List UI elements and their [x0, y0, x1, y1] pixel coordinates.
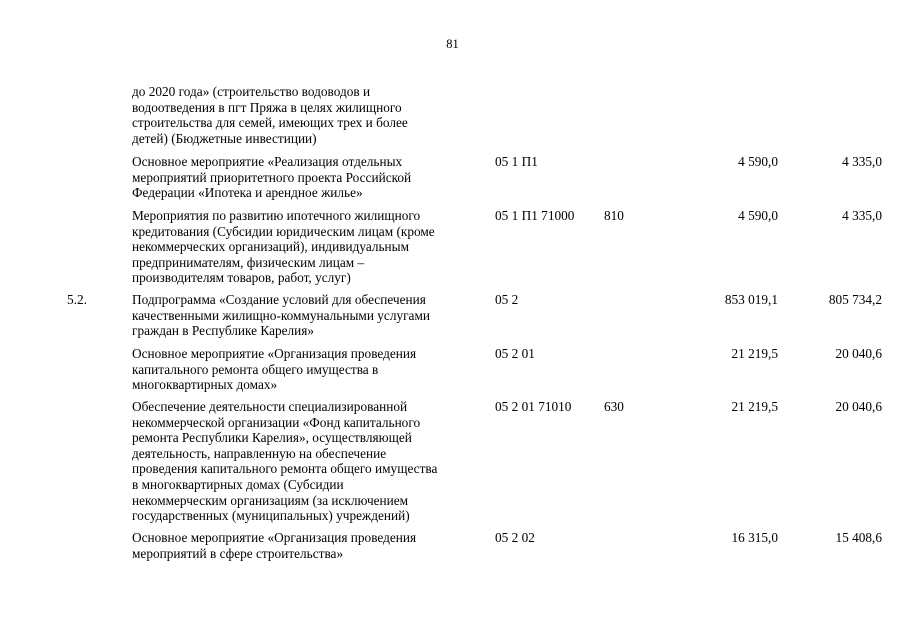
description-line: в многоквартирных домах (Субсидии — [132, 476, 344, 492]
amount-year-2: 15 408,6 — [835, 530, 882, 545]
amount-year-2: 4 335,0 — [842, 154, 882, 169]
amount-year-2: 4 335,0 — [842, 208, 882, 223]
description-line: строительства для семей, имеющих трех и более — [132, 115, 408, 131]
description-line: до 2020 года» (строительство водоводов и — [132, 84, 371, 99]
description-line: Федерации «Ипотека и арендное жилье» — [132, 185, 363, 201]
expense-type: 810 — [604, 208, 624, 223]
description-line: некоммерческих организаций), индивидуальным — [132, 239, 410, 255]
description-line: Подпрограмма «Создание условий для обеспечения — [132, 292, 426, 307]
description-line: водоотведения в пгт Пряжа в целях жилищного — [132, 99, 402, 115]
amount-year-2: 20 040,6 — [835, 399, 882, 414]
row-description — [132, 84, 484, 146]
description-line: качественными жилищно-коммунальными услугами — [132, 307, 430, 323]
expense-type: 630 — [604, 399, 624, 414]
description-line: производителям товаров, работ, услуг) — [132, 270, 351, 286]
budget-code: 05 2 — [495, 292, 519, 307]
description-line: государственных (муниципальных) учреждений) — [132, 508, 410, 524]
budget-code: 05 1 П1 71000 — [495, 208, 575, 223]
budget-code: 05 1 П1 — [495, 154, 538, 169]
description-line: детей) (Бюджетные инвестиции) — [132, 130, 317, 146]
row-description — [132, 530, 484, 561]
description-line: мероприятий в сфере строительства» — [132, 545, 344, 561]
description-line: кредитования (Субсидии юридическим лицам (кроме — [132, 223, 435, 239]
row-description — [132, 154, 484, 201]
amount-year-2: 20 040,6 — [835, 346, 882, 361]
amount-year-1: 4 590,0 — [738, 154, 778, 169]
budget-code: 05 2 01 — [495, 346, 535, 361]
description-line: некоммерческой организации «Фонд капитального — [132, 414, 421, 430]
amount-year-1: 21 219,5 — [731, 346, 778, 361]
amount-year-1: 853 019,1 — [724, 292, 778, 307]
description-line: проведения капитального ремонта общего имущества — [132, 461, 438, 477]
description-line: Основное мероприятие «Реализация отдельных — [132, 154, 403, 169]
row-number: 5.2. — [67, 292, 87, 307]
row-description — [132, 208, 484, 286]
description-line: многоквартирных домах» — [132, 377, 278, 393]
row-description — [132, 346, 484, 393]
amount-year-2: 805 734,2 — [828, 292, 882, 307]
description-line: некоммерческим организациям (за исключением — [132, 492, 409, 508]
description-line: ремонта Республики Карелия», осуществляющей — [132, 430, 412, 446]
row-description — [132, 399, 484, 524]
budget-code: 05 2 02 — [495, 530, 535, 545]
description-line: деятельность, направленную на обеспечение — [132, 445, 387, 461]
page-number: 81 — [446, 37, 459, 51]
amount-year-1: 4 590,0 — [738, 208, 778, 223]
amount-year-1: 16 315,0 — [731, 530, 778, 545]
description-line: граждан в Республике Карелия» — [132, 323, 315, 339]
description-line: капитального ремонта общего имущества в — [132, 361, 379, 377]
description-line: мероприятий приоритетного проекта Российской — [132, 169, 412, 185]
description-line: Мероприятия по развитию ипотечного жилищного — [132, 208, 421, 223]
budget-code: 05 2 01 71010 — [495, 399, 572, 414]
amount-year-1: 21 219,5 — [731, 399, 778, 414]
description-line: Основное мероприятие «Организация проведения — [132, 346, 417, 361]
row-description — [132, 292, 484, 339]
description-line: предпринимателям, физическим лицам – — [132, 254, 365, 270]
description-line: Обеспечение деятельности специализированной — [132, 399, 408, 414]
description-line: Основное мероприятие «Организация проведения — [132, 530, 417, 545]
